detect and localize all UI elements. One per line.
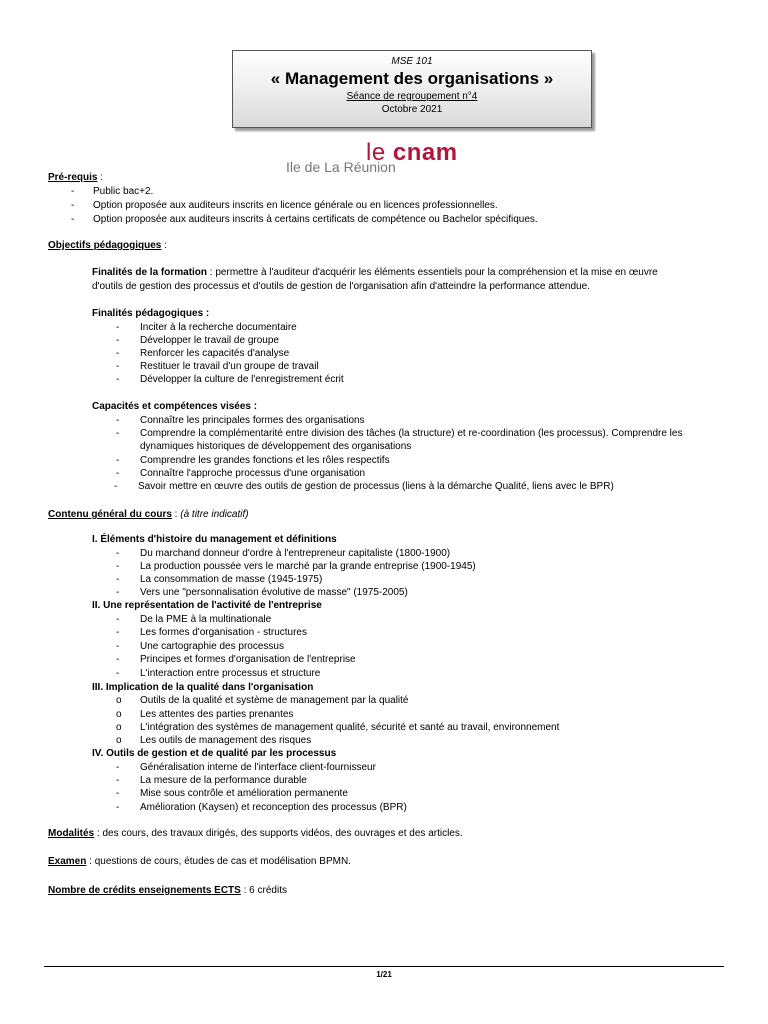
list-item	[48, 573, 322, 587]
bullet: -	[116, 428, 120, 439]
section-title: II. Une représentation de l'activité de l'entreprise	[92, 600, 322, 611]
bullet: -	[116, 548, 120, 559]
bullet: -	[116, 587, 120, 598]
list-item	[48, 199, 498, 213]
list-item-text: Comprendre la complémentarité entre division des tâches (la structure) et re-coordination (les processus). Comprendre les	[140, 428, 683, 439]
bullet: -	[116, 415, 120, 426]
prereq-label: Pré-requis	[48, 172, 98, 183]
finalites-peda-heading: Finalités pédagogiques :	[92, 308, 210, 319]
list-item-text: L'interaction entre processus et structure	[140, 668, 321, 679]
objectifs-label: Objectifs pédagogiques	[48, 240, 162, 251]
examen-label: Examen	[48, 856, 87, 867]
list-item	[48, 613, 271, 627]
list-item-text: Connaître l'approche processus d'une organisation	[140, 468, 366, 479]
course-title: « Management des organisations »	[270, 69, 554, 88]
list-item-text: Renforcer les capacités d'analyse	[140, 348, 290, 359]
list-item-continuation: dynamiques historiques de développement des organisations	[140, 441, 412, 452]
contenu-suffix: :	[171, 509, 181, 520]
footer-divider	[44, 966, 724, 967]
list-item-text: Développer le travail de groupe	[140, 335, 279, 346]
list-item-text: Restituer le travail d'un groupe de travail	[140, 361, 319, 372]
list-item-text: Amélioration (Kaysen) et reconception des processus (BPR)	[140, 802, 407, 813]
list-item-text: La mesure de la performance durable	[140, 775, 307, 786]
logo-subtitle: Ile de La Réunion	[286, 159, 396, 175]
objectifs-suffix: :	[161, 240, 167, 251]
list-item	[48, 774, 307, 788]
credits-label: Nombre de crédits enseignements ECTS	[48, 885, 241, 896]
bullet: -	[116, 614, 120, 625]
list-item	[48, 694, 409, 708]
course-code: MSE 101	[391, 56, 433, 67]
list-item-text: Une cartographie des processus	[140, 641, 284, 652]
list-item	[48, 213, 538, 227]
list-item-text: La production poussée vers le marché par la grande entreprise (1900-1945)	[140, 561, 476, 572]
list-item	[48, 560, 476, 574]
bullet: -	[116, 348, 120, 359]
section-title: III. Implication de la qualité dans l'organisation	[92, 682, 314, 693]
bullet: -	[116, 361, 120, 372]
bullet: o	[116, 722, 122, 733]
list-item	[48, 467, 365, 481]
finalites-formation-line2: d'outils de gestion des processus et d'outils de gestion de l'organisation afin d'atteindre la performance attendue.	[92, 281, 590, 292]
modalites-text: : des cours, des travaux dirigés, des supports vidéos, des ouvrages et des articles.	[94, 828, 463, 839]
bullet: -	[114, 481, 118, 492]
list-item	[48, 480, 614, 494]
bullet: -	[116, 574, 120, 585]
list-item-text: Savoir mettre en œuvre des outils de gestion de processus (liens à la démarche Qualité, liens avec le BPR)	[138, 481, 614, 492]
finalites-formation-text1: : permettre à l'auditeur d'acquérir les éléments essentiels pour la compréhension et la mise en œuvre	[207, 267, 658, 278]
list-item-text: Comprendre les grandes fonctions et les rôles respectifs	[140, 455, 390, 466]
bullet: o	[116, 695, 122, 706]
bullet: -	[116, 802, 120, 813]
logo-word-light: le	[366, 139, 393, 166]
bullet: -	[116, 775, 120, 786]
bullet: -	[116, 641, 120, 652]
list-item	[48, 321, 297, 335]
bullet: -	[116, 335, 120, 346]
list-item	[48, 761, 376, 775]
list-item	[48, 667, 320, 681]
list-item	[48, 586, 408, 600]
cnam-logo	[286, 140, 486, 176]
bullet: -	[116, 654, 120, 665]
finalites-formation-line1	[92, 266, 658, 280]
list-item-text: Les formes d'organisation - structures	[140, 627, 307, 638]
list-item	[48, 547, 450, 561]
list-item	[48, 427, 682, 441]
section-title: IV. Outils de gestion et de qualité par les processus	[92, 748, 337, 759]
bullet: o	[116, 735, 122, 746]
list-item	[48, 721, 559, 735]
list-item-text: Vers une "personnalisation évolutive de masse" (1975-2005)	[140, 587, 408, 598]
list-item	[48, 347, 289, 361]
list-item	[48, 640, 284, 654]
session-date: Octobre 2021	[381, 104, 443, 115]
list-item-text: De la PME à la multinationale	[140, 614, 272, 625]
list-item-text: Les attentes des parties prenantes	[140, 709, 294, 720]
bullet: -	[116, 374, 120, 385]
contenu-note: (à titre indicatif)	[180, 509, 249, 520]
bullet: -	[116, 627, 120, 638]
credits-line	[48, 884, 287, 898]
list-item	[48, 653, 356, 667]
logo-word-bold: cnam	[392, 139, 458, 166]
list-item-text: Connaître les principales formes des organisations	[140, 415, 365, 426]
contenu-label: Contenu général du cours	[48, 509, 172, 520]
bullet: -	[71, 200, 75, 211]
modalites-label: Modalités	[48, 828, 95, 839]
list-item-text: Mise sous contrôle et amélioration permanente	[140, 788, 348, 799]
bullet: -	[116, 322, 120, 333]
bullet: -	[116, 668, 120, 679]
list-item-text: Outils de la qualité et système de management par la qualité	[140, 695, 409, 706]
session-label: Séance de regroupement n°4	[346, 91, 478, 102]
examen-line	[48, 855, 351, 869]
credits-text: : 6 crédits	[240, 885, 287, 896]
list-item	[48, 373, 344, 387]
list-item-text: Généralisation interne de l'interface client-fournisseur	[140, 762, 376, 773]
list-item	[48, 334, 279, 348]
header-box	[232, 50, 592, 128]
page-number: 1/21	[376, 970, 392, 979]
list-item-text: Principes et formes d'organisation de l'entreprise	[140, 654, 356, 665]
contenu-heading	[48, 508, 249, 522]
bullet: -	[71, 214, 75, 225]
prereq-heading	[48, 171, 103, 185]
bullet: -	[116, 468, 120, 479]
list-item	[48, 185, 153, 199]
bullet: -	[71, 186, 75, 197]
finalites-formation-label: Finalités de la formation	[92, 267, 208, 278]
bullet: -	[116, 561, 120, 572]
list-item	[48, 801, 407, 815]
list-item-text: Public bac+2.	[93, 186, 154, 197]
list-item-text: Option proposée aux auditeurs inscrits en licence générale ou en licences professionnelles.	[93, 200, 498, 211]
section-title: I. Éléments d'histoire du management et définitions	[92, 534, 337, 545]
capacites-heading: Capacités et compétences visées :	[92, 401, 258, 412]
list-item-text: Les outils de management des risques	[140, 735, 312, 746]
list-item-text: Développer la culture de l'enregistrement écrit	[140, 374, 344, 385]
list-item	[48, 626, 307, 640]
examen-text: : questions de cours, études de cas et modélisation BPMN.	[86, 856, 351, 867]
list-item-text: Option proposée aux auditeurs inscrits à certains certificats de compétence ou Bachelor spécifiques.	[93, 214, 538, 225]
prereq-suffix: :	[97, 172, 104, 183]
list-item-text: La consommation de masse (1945-1975)	[140, 574, 323, 585]
list-item	[48, 708, 293, 722]
list-item-text: L'intégration des systèmes de management qualité, sécurité et santé au travail, environnement	[140, 722, 560, 733]
list-item	[48, 360, 319, 374]
bullet: -	[116, 788, 120, 799]
bullet: o	[116, 709, 122, 720]
bullet: -	[116, 455, 120, 466]
bullet: -	[116, 762, 120, 773]
list-item	[48, 787, 348, 801]
list-item-text: Du marchand donneur d'ordre à l'entrepreneur capitaliste (1800-1900)	[140, 548, 451, 559]
list-item	[48, 734, 311, 748]
list-item-text: Inciter à la recherche documentaire	[140, 322, 297, 333]
list-item	[48, 414, 365, 428]
modalites-line	[48, 827, 463, 841]
objectifs-heading	[48, 239, 167, 253]
list-item	[48, 454, 390, 468]
